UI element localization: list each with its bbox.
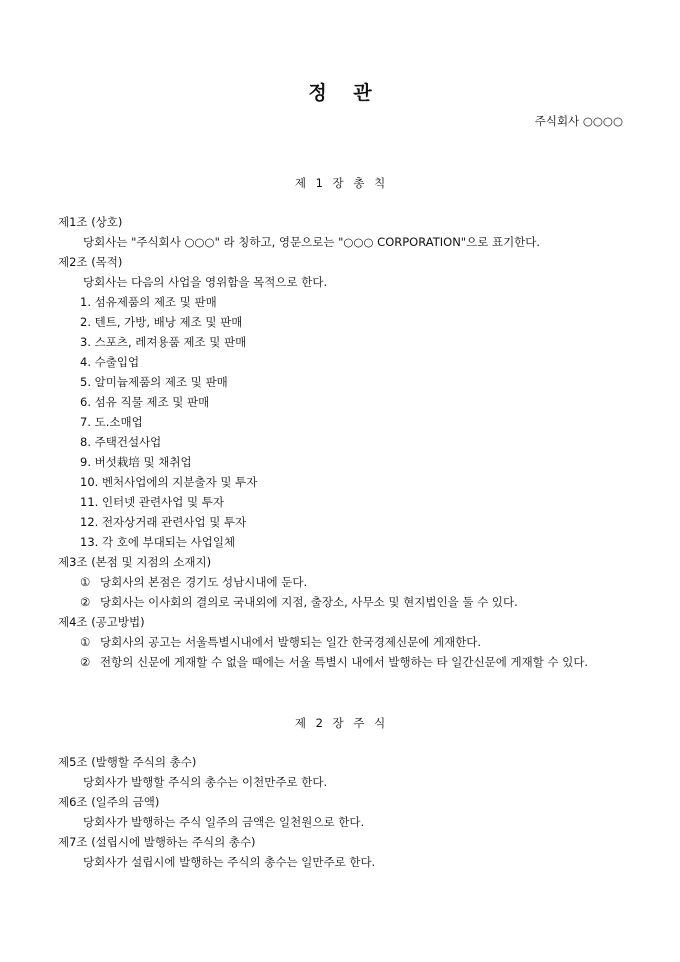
article-4-clause-1 [58,632,628,652]
clause-number: ② [80,655,91,669]
article-3-clause-2 [58,592,628,612]
article-4-clause-2 [58,652,628,672]
list-item: 9. 버섯栽培 및 채취업 [80,455,192,469]
article-7-text: 당회사가 설립시에 발행하는 주식의 총수는 일만주로 한다. [83,855,376,869]
chapter-2-body [58,752,628,872]
article-1-text: 당회사는 "주식회사 ○○○" 라 칭하고, 영문으로는 "○○○ CORPORATION"으로 표기한다. [83,235,541,249]
list-item: 3. 스포츠, 레져용품 제조 및 판매 [80,335,247,349]
article-4-title: 제4조 (공고방법) [58,615,145,629]
list-item: 5. 알미늄제품의 제조 및 판매 [80,375,228,389]
clause-number: ② [80,595,91,609]
article-2-title: 제2조 (목적) [58,255,123,269]
article-5-text: 당회사가 발행할 주식의 총수는 이천만주로 한다. [83,775,328,789]
clause-text: 전항의 신문에 게재할 수 없을 때에는 서울 특별시 내에서 발행하는 타 일간신문에 게재할 수 있다. [100,655,589,669]
article-3-title: 제3조 (본점 및 지점의 소재지) [58,555,212,569]
list-item: 11. 인터넷 관련사업 및 투자 [80,495,224,509]
clause-text: 당회사는 이사회의 결의로 국내외에 지점, 출장소, 사무소 및 현지법인을 둘 수 있다. [100,595,518,609]
list-item: 4. 수출입업 [80,355,140,369]
clause-text: 당회사의 본점은 경기도 성남시내에 둔다. [100,575,308,589]
clause-number: ① [80,575,91,589]
article-6-title: 제6조 (일주의 금액) [58,795,160,809]
article-5-title: 제5조 (발행할 주식의 총수) [58,755,197,769]
list-item: 8. 주택건설사업 [80,435,162,449]
list-item: 2. 텐트, 가방, 배낭 제조 및 판매 [80,315,243,329]
list-item: 10. 벤처사업에의 지분출자 및 투자 [80,475,258,489]
chapter-2-heading: 제 2 장 주 식 [294,716,386,730]
article-1-title: 제1조 (상호) [58,215,123,229]
list-item: 13. 각 호에 부대되는 사업일체 [80,535,236,549]
clause-text: 당회사의 공고는 서울특별시내에서 발행되는 일간 한국경제신문에 게재한다. [100,635,482,649]
list-item: 12. 전자상거래 관련사업 및 투자 [80,515,247,529]
company-name: 주식회사 ○○○○ [534,114,623,128]
article-3-clause-1 [58,572,628,592]
chapter-1-heading: 제 1 장 총 칙 [294,176,386,190]
chapter-1-body [58,212,628,672]
list-item: 6. 섬유 직물 제조 및 판매 [80,395,210,409]
list-item: 7. 도.소매업 [80,415,143,429]
document-title: 정 관 [308,82,382,104]
article-7-title: 제7조 (설립시에 발행하는 주식의 총수) [58,835,256,849]
list-item: 1. 섬유제품의 제조 및 판매 [80,295,217,309]
article-6-text: 당회사가 발행하는 주식 일주의 금액은 일천원으로 한다. [83,815,365,829]
article-2-text: 당회사는 다음의 사업을 영위함을 목적으로 한다. [83,275,328,289]
clause-number: ① [80,635,91,649]
